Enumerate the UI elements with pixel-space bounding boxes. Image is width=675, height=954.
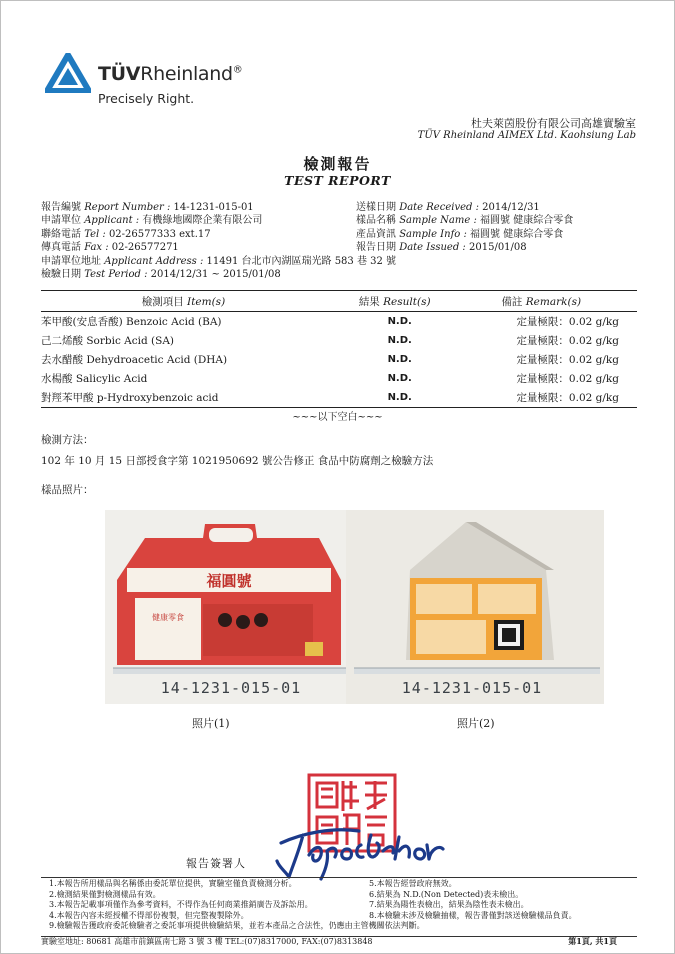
method-text: 102 年 10 月 15 日部授食字第 1021950692 號公告修正 食品中防腐劑之檢驗方法 xyxy=(41,455,434,467)
table-row xyxy=(41,350,637,369)
note-item: 8.本檢驗未涉及檢驗抽樣，報告書僅對該送檢驗樣品負責。 xyxy=(369,910,577,920)
brand-name: TÜVRheinland® xyxy=(98,63,243,85)
signatory-label: 報告簽署人 xyxy=(186,857,246,870)
method-label: 檢測方法： xyxy=(41,434,94,446)
cell-result: N.D. xyxy=(326,388,464,408)
lab-name-en: TÜV Rheinland AIMEX Ltd. Kaohsiung Lab xyxy=(417,130,636,141)
photo-caption-2: 照片(2) xyxy=(457,717,495,730)
cell-remark: 定量極限：0.02 g/kg xyxy=(516,373,619,385)
lab-name-zh: 杜夫萊茵股份有限公司高雄實驗室 xyxy=(471,117,636,130)
note-item: 9.檢驗報告獲政府委託檢驗者之委託事項提供檢驗結果，並若本產品之合法性，仍應由主管機關依法判斷。 xyxy=(49,921,425,931)
cell-remark: 定量極限：0.02 g/kg xyxy=(516,335,619,347)
info_left-row xyxy=(41,268,396,281)
info_left-label-en: Fax : xyxy=(84,242,109,254)
info_left-label-zh: 申請單位 xyxy=(41,215,81,227)
brand-tagline: Precisely Right. xyxy=(98,91,195,106)
cell-item: 水楊酸 Salicylic Acid xyxy=(41,373,148,385)
info_right-label-zh: 樣品名稱 xyxy=(356,215,396,227)
sample-id-label-2: 14-1231-015-01 xyxy=(401,679,543,697)
note-item: 6.結果為 N.D.(Non Detected)表未檢出。 xyxy=(369,889,524,899)
header-item: 檢測項目 Item(s) xyxy=(41,291,326,312)
package-box-text: 健康零食 xyxy=(152,613,184,622)
note-item: 5.本報告經營政府無效。 xyxy=(369,879,457,888)
info_left-value: 02-26577333 ext.17 xyxy=(108,228,211,240)
cell-result: N.D. xyxy=(387,335,412,346)
sample-photo-1 xyxy=(105,510,363,704)
photo-caption-1: 照片(1) xyxy=(192,717,230,730)
cell-remark: 定量極限：0.02 g/kg xyxy=(516,354,619,366)
table-row xyxy=(41,388,637,408)
info_right-label-zh: 產品資訊 xyxy=(356,228,396,240)
info_right-label-en: Date Issued : xyxy=(399,242,466,254)
header-remark: 備註 Remark(s) xyxy=(464,291,637,312)
table-row xyxy=(41,369,637,388)
info_left-row xyxy=(41,214,396,227)
info_left-row xyxy=(41,255,396,268)
cell-remark: 定量極限：0.02 g/kg xyxy=(464,388,637,408)
page-number: 第1頁, 共1頁 xyxy=(568,936,617,946)
info_right-row xyxy=(356,228,573,241)
cell-result: N.D. xyxy=(387,373,412,384)
info_right-value: 福圓號 健康綜合零食 xyxy=(470,228,564,240)
cell-result: N.D. xyxy=(387,354,412,365)
cell-item: 對羥苯甲酸 p-Hydroxybenzoic acid xyxy=(41,388,326,408)
info_left-value: 11491 台北市內湖區瑞光路 583 巷 32 號 xyxy=(206,255,397,267)
report-title-en: TEST REPORT xyxy=(284,173,391,188)
table-row xyxy=(41,312,637,332)
note-item: 7.結果為陽性表檢出，結果為陰性表未檢出。 xyxy=(369,900,529,910)
info-right xyxy=(356,201,573,255)
info_right-label-zh: 送樣日期 xyxy=(356,202,396,213)
info_left-row xyxy=(41,241,396,254)
info-left xyxy=(41,201,396,281)
info_left-label-en: Applicant Address : xyxy=(104,255,204,267)
note-item: 2.檢測結果僅對檢測樣品有效。 xyxy=(49,889,161,899)
info_left-label-zh: 傳真電話 xyxy=(41,242,81,254)
info_left-label-zh: 報告編號 xyxy=(41,202,81,213)
info_left-label-zh: 檢驗日期 xyxy=(41,268,81,280)
info_right-label-en: Sample Name : xyxy=(399,215,477,227)
info_left-label-en: Test Period : xyxy=(84,268,148,280)
table-row xyxy=(41,331,637,350)
lab-address: 實驗室地址: 80681 高雄市前鎮區南七路 3 號 3 樓 TEL:(07)8317000, FAX:(07)8313848 xyxy=(41,937,373,946)
info_left-label-zh: 申請單位地址 xyxy=(41,255,101,267)
blank-below-marker: ~~~以下空白~~~ xyxy=(292,412,383,423)
info_left-value: 2014/12/31 ~ 2015/01/08 xyxy=(150,268,281,280)
info_left-value: 02-26577271 xyxy=(111,242,179,254)
report-notes xyxy=(41,877,637,937)
info_right-value: 福圓號 健康綜合零食 xyxy=(480,215,574,227)
cell-item: 己二烯酸 Sorbic Acid (SA) xyxy=(41,335,175,347)
report-title-zh: 檢測報告 xyxy=(303,155,372,173)
info_right-row xyxy=(356,201,573,214)
sample-id-label-1: 14-1231-015-01 xyxy=(160,679,302,697)
info_left-label-en: Applicant : xyxy=(84,215,140,227)
info_left-row xyxy=(41,228,396,241)
info_right-value: 2014/12/31 xyxy=(482,202,540,213)
sample-photo-2 xyxy=(346,510,604,704)
handwritten-signature xyxy=(263,815,453,885)
note-item: 3.本報告記載事項僅作為參考資料，不得作為任何商業推銷廣告及訴訟用。 xyxy=(49,900,313,910)
info_left-label-en: Tel : xyxy=(84,228,106,240)
info_right-row xyxy=(356,214,573,227)
package-title: 福圓號 xyxy=(206,572,252,590)
info_right-value: 2015/01/08 xyxy=(469,242,527,254)
info_left-label-en: Report Number : xyxy=(84,202,171,213)
info_left-value: 有機綠地國際企業有限公司 xyxy=(142,215,263,227)
cell-item: 去水醋酸 Dehydroacetic Acid (DHA) xyxy=(41,354,228,366)
cell-item: 苯甲酸(安息香酸) Benzoic Acid (BA) xyxy=(41,316,222,328)
info_right-label-en: Sample Info : xyxy=(399,228,467,240)
info_right-row xyxy=(356,241,573,254)
cell-result: N.D. xyxy=(387,316,412,327)
tuv-triangle-icon xyxy=(45,53,91,93)
photos-label: 樣品照片： xyxy=(41,484,94,496)
note-item: 1.本報告所用樣品與名稱係由委託單位提供，實驗室僅負責檢測分析。 xyxy=(49,879,297,888)
info_right-label-zh: 報告日期 xyxy=(356,242,396,254)
info_left-value: 14-1231-015-01 xyxy=(173,202,254,213)
note-item: 4.本報告內容未經授權不得部份複製，但完整複製除外。 xyxy=(49,910,249,920)
cell-remark: 定量極限：0.02 g/kg xyxy=(516,316,619,328)
results-table xyxy=(41,290,637,408)
table-header xyxy=(41,291,637,312)
info_right-label-en: Date Received : xyxy=(399,202,479,213)
info_left-row xyxy=(41,201,396,214)
notes-right xyxy=(369,879,577,921)
info_left-label-zh: 聯絡電話 xyxy=(41,228,81,240)
report-footer xyxy=(41,936,637,947)
header-result: 結果 Result(s) xyxy=(326,291,464,312)
